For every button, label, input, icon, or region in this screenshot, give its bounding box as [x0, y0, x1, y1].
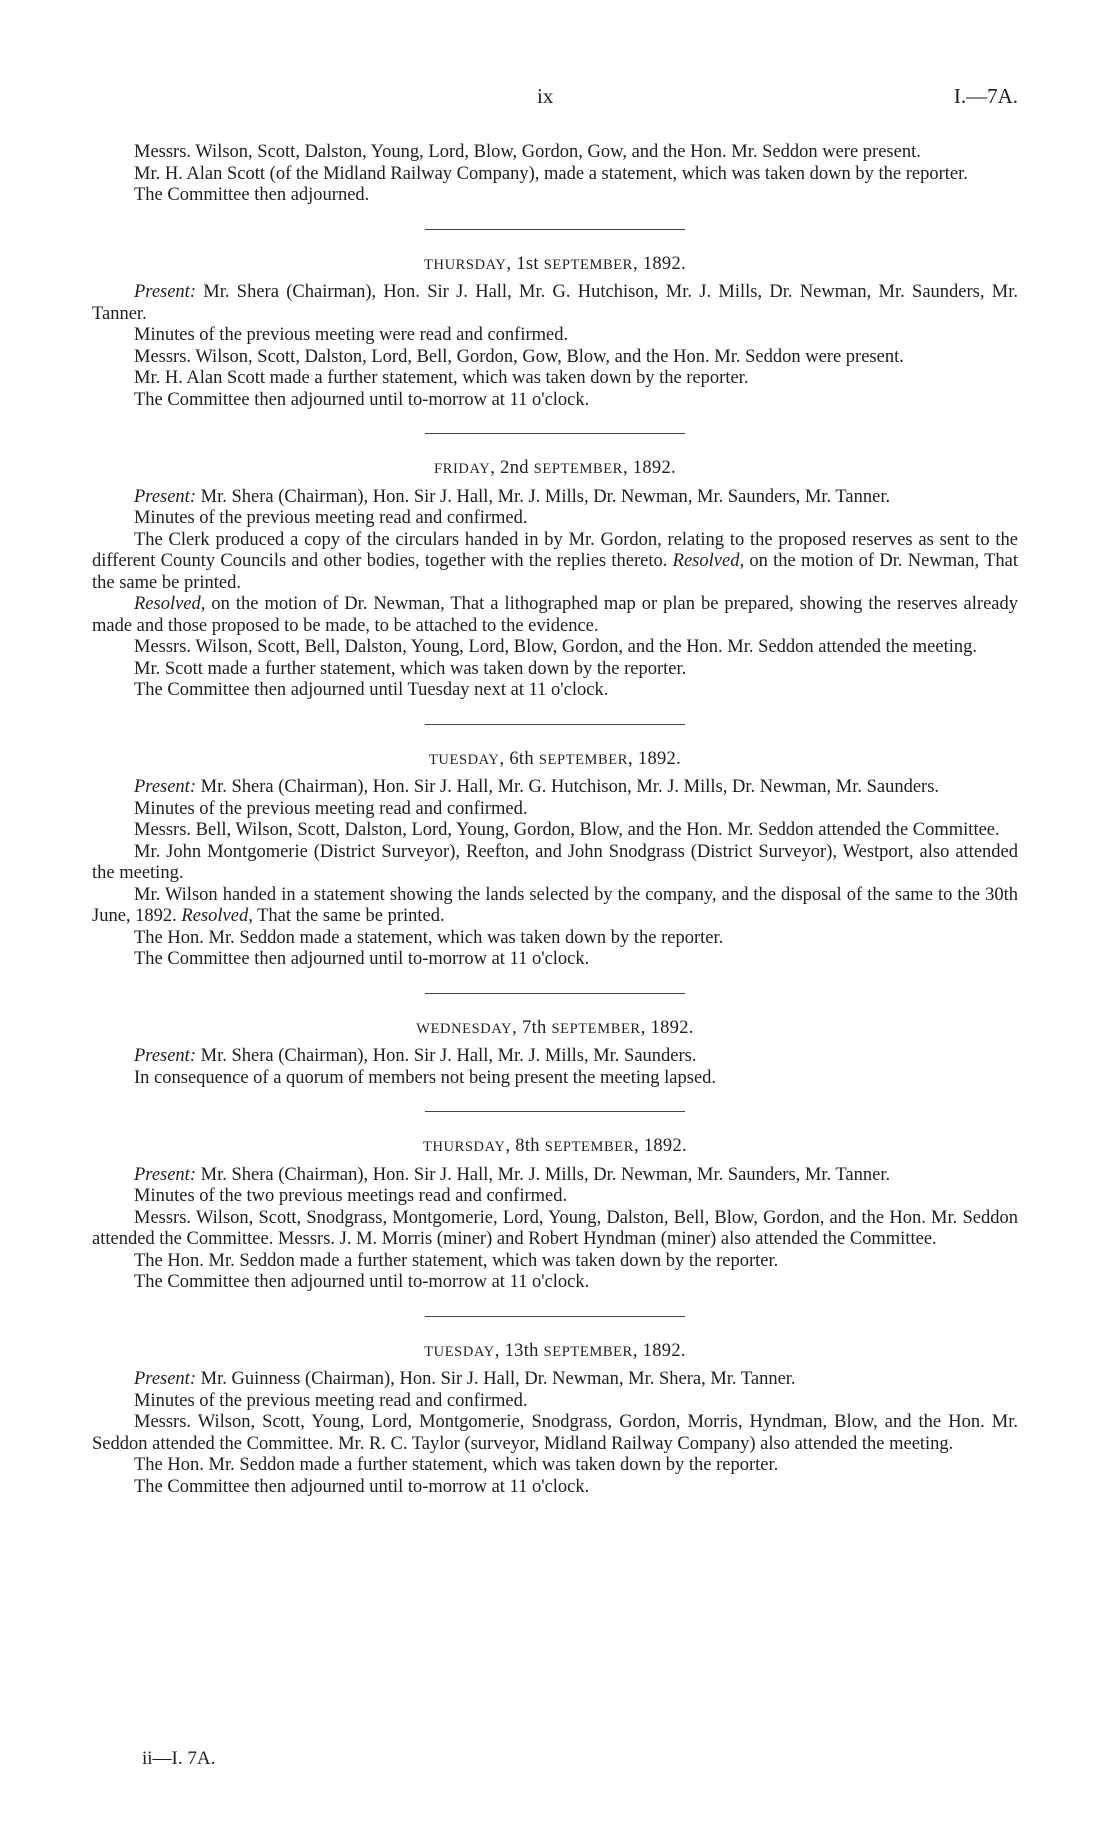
present-members: Mr. Shera (Chairman), Hon. Sir J. Hall, Mr. J. Mills, Dr. Newman, Mr. Saunders, Mr. Tanner. [196, 486, 891, 507]
paragraph: Mr. Scott made a further statement, which was taken down by the reporter. [134, 658, 687, 679]
paragraph: Minutes of the previous meeting read and confirmed. [134, 1390, 528, 1411]
paragraph: The Committee then adjourned. [134, 185, 370, 205]
meeting-section [92, 254, 1018, 412]
paragraph: The Committee then adjourned until to-morrow at 11 o'clock. [134, 389, 590, 410]
paragraph: Messrs. Bell, Wilson, Scott, Dalston, Lord, Young, Gordon, Blow, and the Hon. Mr. Seddon attended the Committee. [134, 820, 1000, 840]
present-members: Mr. Guinness (Chairman), Hon. Sir J. Hall, Dr. Newman, Mr. Shera, Mr. Tanner. [196, 1369, 796, 1389]
paragraph: Mr. John Montgomerie (District Surveyor), Reefton, and John Snodgrass (District Surveyor), Westport, also attended the meeting. [92, 841, 1018, 883]
paragraph: Messrs. Wilson, Scott, Dalston, Lord, Bell, Gordon, Gow, Blow, and the Hon. Mr. Seddon were present. [134, 346, 904, 367]
minutes-body [92, 142, 1018, 1498]
paragraph: The Hon. Mr. Seddon made a statement, which was taken down by the reporter. [134, 927, 724, 948]
meeting-heading: FRIDAY, 2nd SEPTEMBER, 1892. [434, 458, 676, 478]
paragraph: Minutes of the previous meeting read and confirmed. [134, 798, 528, 819]
section-divider [425, 433, 685, 434]
section-divider [425, 993, 685, 994]
paragraph: Messrs. Wilson, Scott, Young, Lord, Montgomerie, Snodgrass, Gordon, Morris, Hyndman, Blow, and the Hon. Mr. Seddon attended the Committee. Mr. R. C. Taylor (surveyor, Midland Railway Company) also attended the meeting. [92, 1412, 1018, 1454]
attendance-paragraph [92, 777, 1018, 799]
meeting-section [92, 458, 1018, 702]
present-label: Present: [134, 777, 196, 797]
paragraph: Minutes of the previous meeting were read and confirmed. [134, 325, 569, 345]
present-members: Mr. Shera (Chairman), Hon. Sir J. Hall, Mr. G. Hutchison, Mr. J. Mills, Dr. Newman, Mr. Saunders, Mr. Tanner. [92, 282, 1018, 324]
attendance-paragraph [92, 282, 1018, 325]
signature-mark: ii—I. 7A. [142, 1748, 216, 1769]
paragraph: Mr. H. Alan Scott (of the Midland Railway Company), made a statement, which was taken down by the reporter. [134, 163, 968, 184]
meeting-section [92, 749, 1018, 971]
paragraph: Messrs. Wilson, Scott, Snodgrass, Montgomerie, Lord, Young, Dalston, Bell, Blow, Gordon, and the Hon. Mr. Seddon attended the Committee. Messrs. J. M. Morris (miner) and Robert Hyndman (miner) also attended the Committee. [92, 1207, 1018, 1249]
intro-section [92, 142, 1018, 207]
present-members: Mr. Shera (Chairman), Hon. Sir J. Hall, Mr. G. Hutchison, Mr. J. Mills, Dr. Newman, Mr. Saunders. [196, 777, 940, 797]
present-label: Present: [134, 1164, 196, 1185]
section-divider [425, 229, 685, 230]
paragraph: The Committee then adjourned until to-morrow at 11 o'clock. [134, 1272, 590, 1292]
meeting-heading: THURSDAY, 1st SEPTEMBER, 1892. [424, 253, 686, 274]
attendance-paragraph [92, 1165, 1018, 1187]
present-label: Present: [134, 1369, 196, 1389]
resolved-label: Resolved, [672, 551, 745, 571]
section-divider [425, 724, 685, 725]
page-number: ix [537, 84, 554, 108]
meeting-heading: TUESDAY, 13th SEPTEMBER, 1892. [424, 1340, 686, 1361]
meeting-section [92, 1136, 1018, 1294]
attendance-paragraph [92, 1046, 1018, 1068]
paragraph: The Hon. Mr. Seddon made a further statement, which was taken down by the reporter. [134, 1455, 779, 1475]
paragraph: Minutes of the two previous meetings read and confirmed. [134, 1186, 568, 1206]
attendance-paragraph [92, 1369, 1018, 1391]
page-header [0, 86, 1114, 112]
paragraph: Mr. Wilson handed in a statement showing the lands selected by the company, and the disposal of the same to the 30th June, 1892. Resolved, That the same be printed. [92, 884, 1018, 926]
meeting-heading: WEDNESDAY, 7th SEPTEMBER, 1892. [416, 1017, 694, 1038]
meeting-section [92, 1341, 1018, 1499]
paragraph: Minutes of the previous meeting read and confirmed. [134, 508, 528, 528]
paragraph: Mr. H. Alan Scott made a further statement, which was taken down by the reporter. [134, 368, 749, 388]
meeting-heading: THURSDAY, 8th SEPTEMBER, 1892. [423, 1136, 687, 1156]
meeting-section [92, 1018, 1018, 1090]
document-reference: I.—7A. [953, 84, 1018, 108]
present-label: Present: [134, 486, 196, 507]
paragraph: Messrs. Wilson, Scott, Bell, Dalston, Young, Lord, Blow, Gordon, and the Hon. Mr. Seddon attended the meeting. [134, 637, 978, 657]
meeting-heading: TUESDAY, 6th SEPTEMBER, 1892. [428, 748, 682, 769]
section-divider [425, 1316, 685, 1317]
paragraph: The Committee then adjourned until to-morrow at 11 o'clock. [134, 949, 590, 969]
present-members: Mr. Shera (Chairman), Hon. Sir J. Hall, Mr. J. Mills, Mr. Saunders. [196, 1046, 697, 1066]
paragraph: The Hon. Mr. Seddon made a further statement, which was taken down by the reporter. [134, 1250, 779, 1271]
paragraph: The Clerk produced a copy of the circulars handed in by Mr. Gordon, relating to the proposed reserves as sent to the different County Councils and other bodies, together with the replies thereto. Resolved, on the motion of Dr. Newman, That the same be printed. [92, 529, 1019, 593]
attendance-paragraph [92, 487, 1018, 509]
paragraph: In consequence of a quorum of members not being present the meeting lapsed. [134, 1067, 717, 1088]
present-label: Present: [134, 282, 196, 302]
section-divider [425, 1111, 685, 1112]
resolved-label: Resolved, [181, 906, 253, 926]
present-label: Present: [134, 1046, 196, 1066]
present-members: Mr. Shera (Chairman), Hon. Sir J. Hall, Mr. J. Mills, Dr. Newman, Mr. Saunders, Mr. Tanner. [196, 1164, 891, 1185]
paragraph: Resolved, on the motion of Dr. Newman, That a lithographed map or plan be prepared, showing the reserves already made and those proposed to be made, to be attached to the evidence. [92, 594, 1018, 636]
paragraph: The Committee then adjourned until to-morrow at 11 o'clock. [134, 1476, 590, 1497]
paragraph: Messrs. Wilson, Scott, Dalston, Young, Lord, Blow, Gordon, Gow, and the Hon. Mr. Seddon were present. [134, 142, 921, 162]
paragraph: The Committee then adjourned until Tuesday next at 11 o'clock. [134, 680, 609, 700]
